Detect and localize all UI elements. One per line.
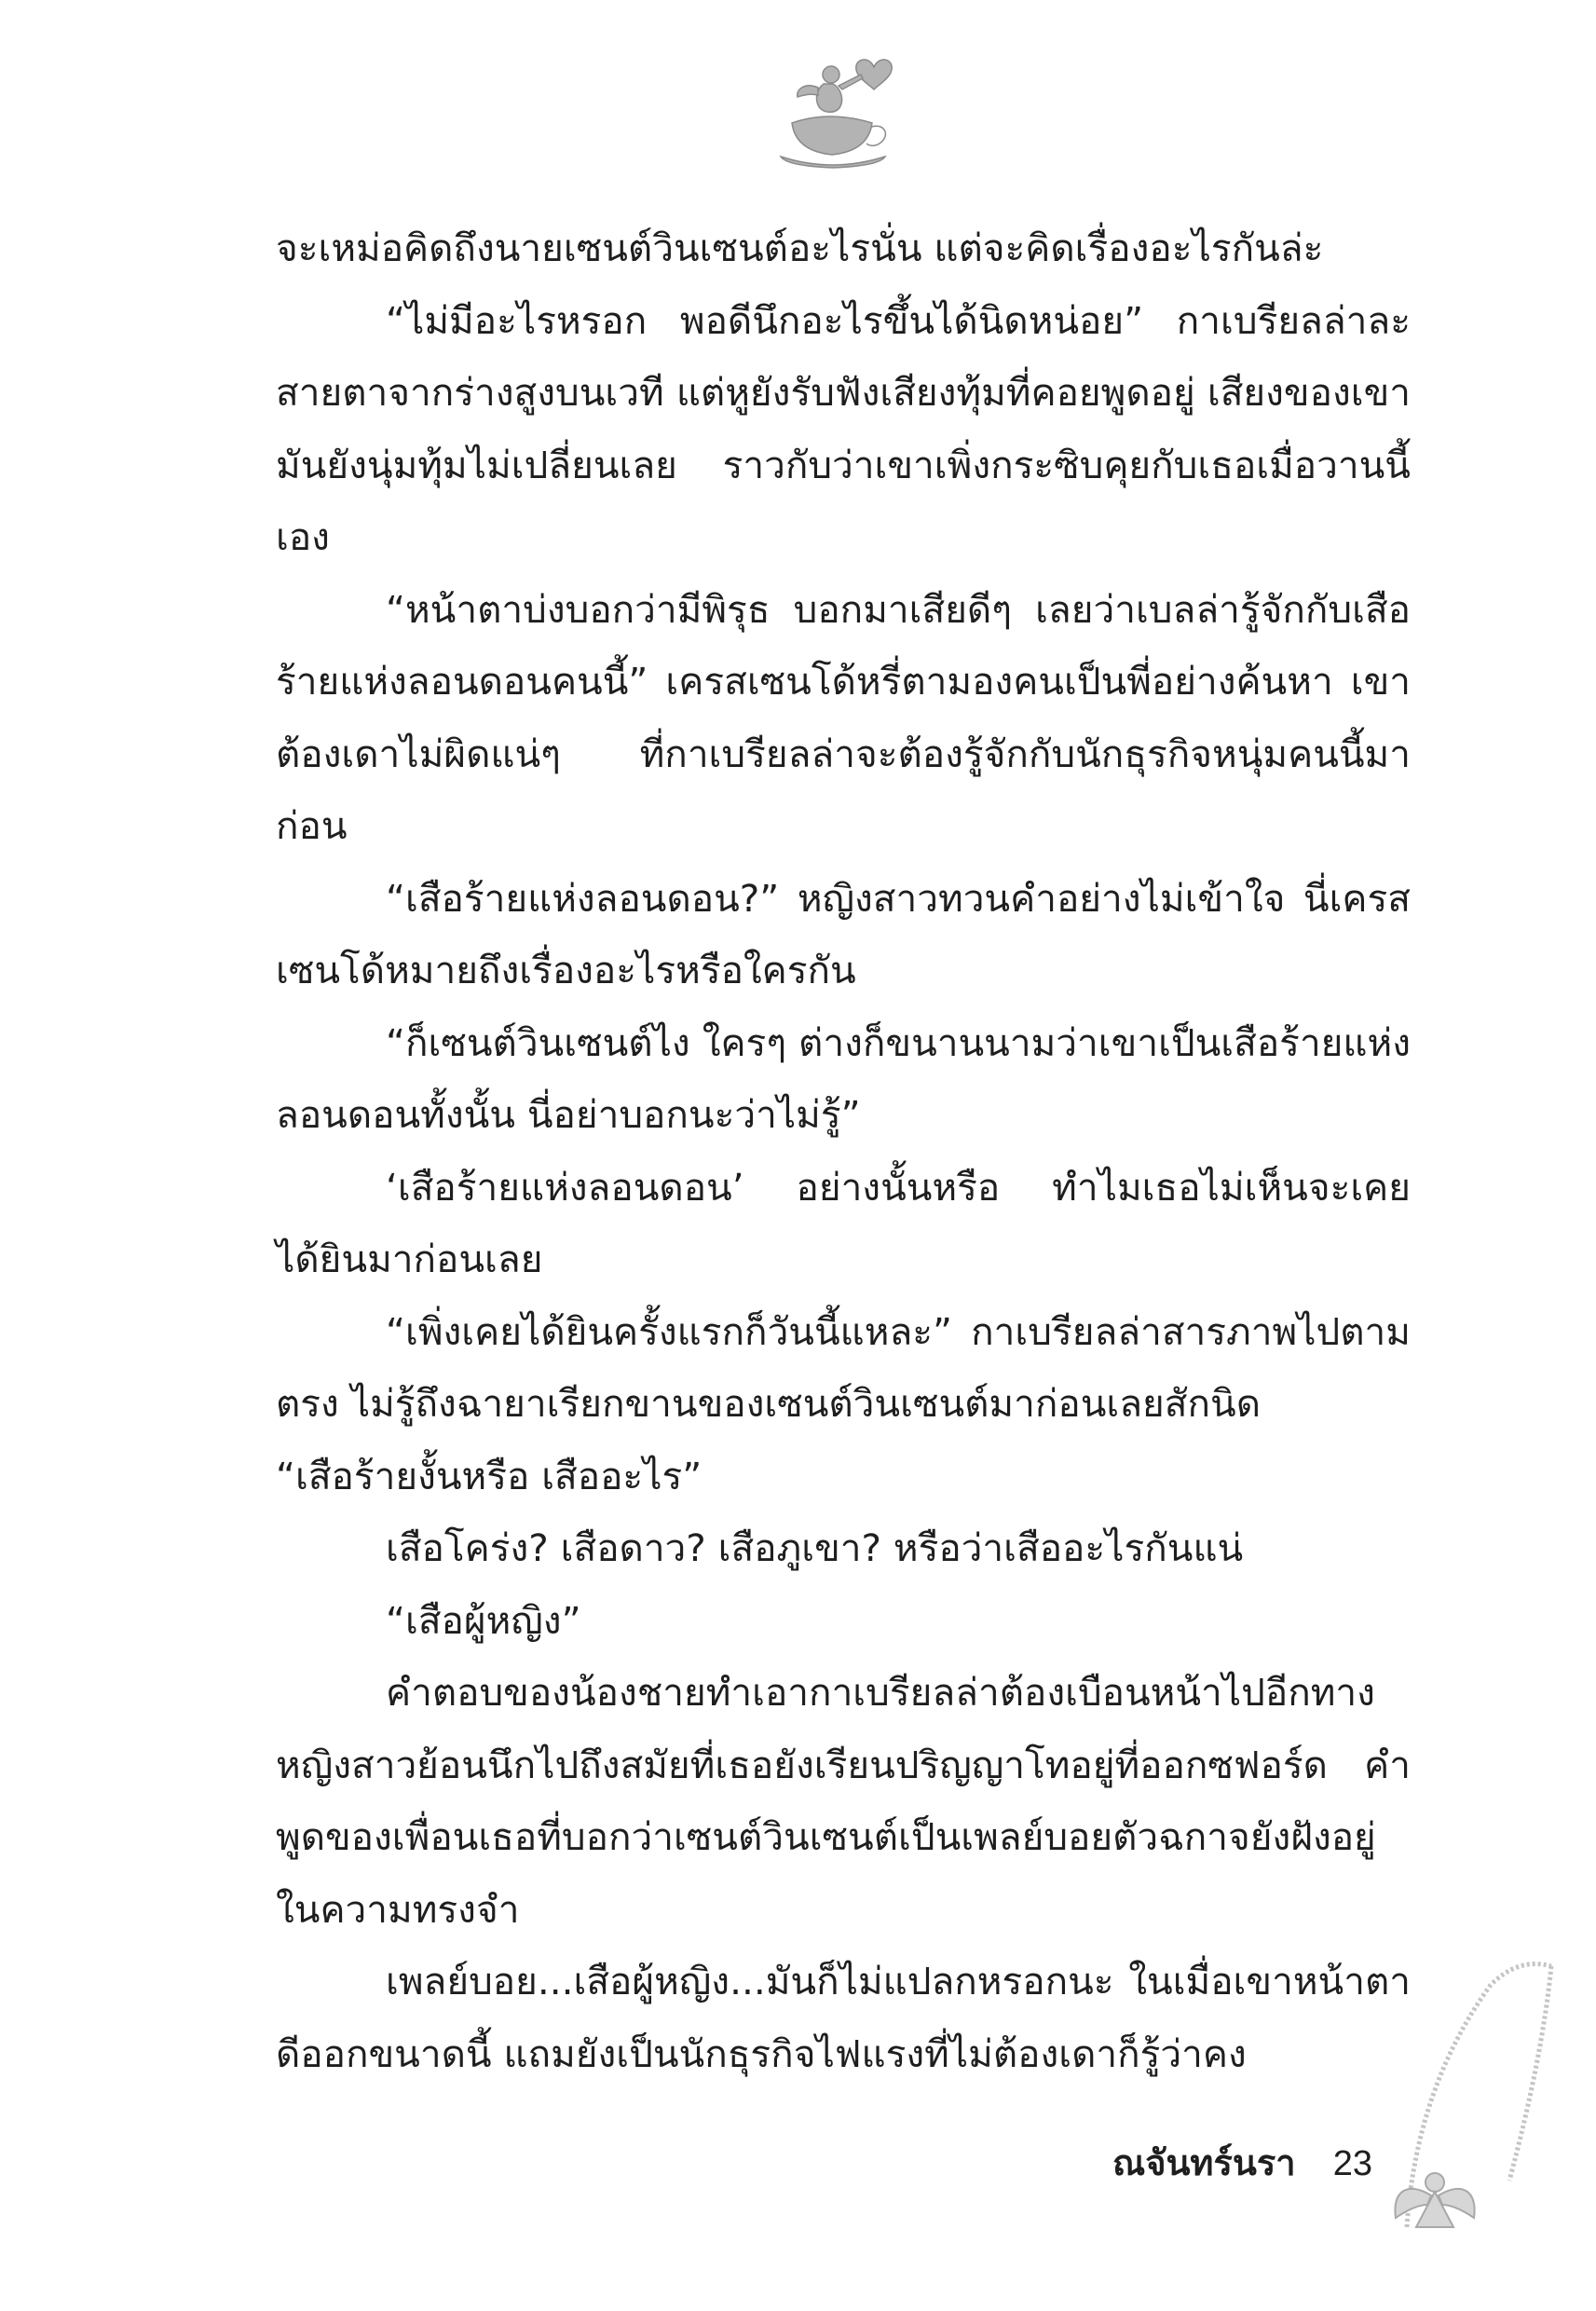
paragraph: จะเหม่อคิดถึงนายเซนต์วินเซนต์อะไรนั่น แต่จะคิดเรื่องอะไรกันล่ะ <box>276 226 1324 270</box>
paragraph: “หน้าตาบ่งบอกว่ามีพิรุธ บอกมาเสียดีๆ เลยว่าเบลล่ารู้จักกับเสือร้ายแห่งลอนดอนคนนี้” เครสเซนโด้หรี่ตามองคนเป็นพี่อย่างค้นหา เขาต้องเดาไม่ผิดแน่ๆ ที่กาเบรียลล่าจะต้องรู้จักกับนักธุรกิจหนุ่มคนนี้มาก่อน <box>276 586 1411 848</box>
paragraph: “ไม่มีอะไรหรอก พอดีนึกอะไรขึ้นได้นิดหน่อย” กาเบรียลล่าละสายตาจากร่างสูงบนเวที แต่หูยังรับฟังเสียงทุ้มที่คอยพูดอยู่ เสียงของเขามันยังนุ่มทุ้มไม่เปลี่ยนเลย ราวกับว่าเขาเพิ่งกระซิบคุยกับเธอเมื่อวานนี้เอง <box>276 297 1411 559</box>
body-text <box>276 212 1411 2090</box>
paragraph: “เสือร้ายงั้นหรือ เสืออะไร” <box>276 1453 703 1498</box>
paragraph: เสือโคร่ง? เสือดาว? เสือภูเขา? หรือว่าเสืออะไรกันแน่ <box>386 1525 1244 1570</box>
paragraph: “เสือร้ายแห่งลอนดอน?” หญิงสาวทวนคำอย่างไม่เข้าใจ นี่เครสเซนโด้หมายถึงเรื่องอะไรหรือใครกัน <box>276 875 1411 992</box>
paragraph: ‘เสือร้ายแห่งลอนดอน’ อย่างนั้นหรือ ทำไมเธอไม่เห็นจะเคยได้ยินมาก่อนเลย <box>276 1164 1411 1281</box>
author-name: ณจันทร์นรา <box>1112 2142 1296 2183</box>
paragraph: “เพิ่งเคยได้ยินครั้งแรกก็วันนี้แหละ” กาเบรียลล่าสารภาพไปตามตรง ไม่รู้ถึงฉายาเรียกขานของเซนต์วินเซนต์มาก่อนเลยสักนิด <box>276 1308 1411 1426</box>
page-number: 23 <box>1332 2144 1372 2183</box>
paragraph: “ก็เซนต์วินเซนต์ไง ใครๆ ต่างก็ขนานนามว่าเขาเป็นเสือร้ายแห่งลอนดอนทั้งนั้น นี่อย่าบอกนะว่าไม่รู้” <box>276 1019 1411 1137</box>
cupid-teacup-icon <box>764 47 913 177</box>
paragraph: เพลย์บอย...เสือผู้หญิง...มันก็ไม่แปลกหรอกนะ ในเมื่อเขาหน้าตาดีออกขนาดนี้ แถมยังเป็นนักธุรกิจไฟแรงที่ไม่ต้องเดาก็รู้ว่าคง <box>276 1959 1411 2076</box>
paragraph: “เสือผู้หญิง” <box>386 1597 581 1643</box>
angel-pendant-icon <box>1379 1948 1565 2255</box>
page-footer <box>1112 2140 1372 2187</box>
paragraph: คำตอบของน้องชายทำเอากาเบรียลล่าต้องเบือนหน้าไปอีกทาง หญิงสาวย้อนนึกไปถึงสมัยที่เธอยังเรียนปริญญาโทอยู่ที่ออกซฟอร์ด คำพูดของเพื่อนเธอที่บอกว่าเซนต์วินเซนต์เป็นเพลย์บอยตัวฉกาจยังฝังอยู่ในความทรงจำ <box>276 1670 1411 1932</box>
